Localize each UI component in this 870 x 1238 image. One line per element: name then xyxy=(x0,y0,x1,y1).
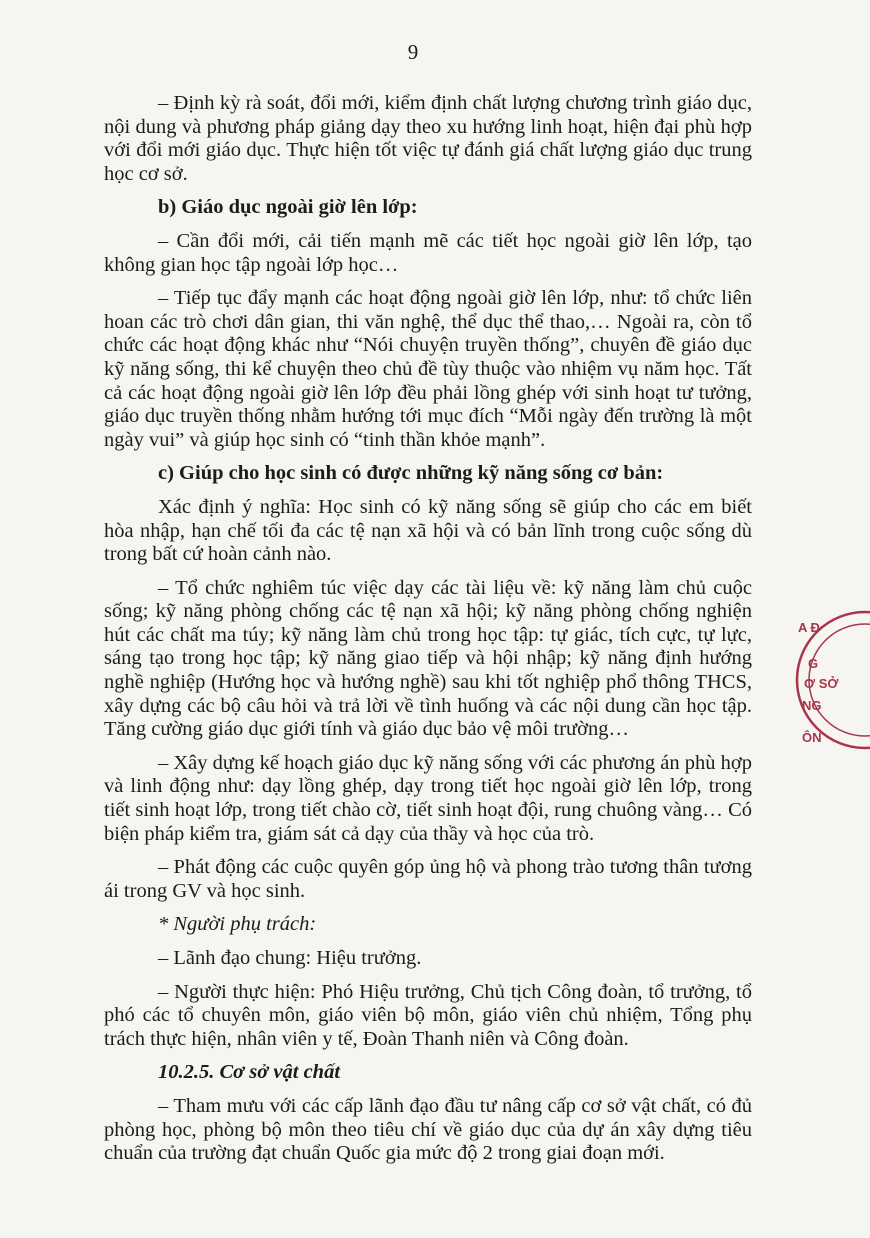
seal-text: Ơ SỞ xyxy=(804,676,839,691)
heading-life-skills: c) Giúp cho học sinh có được những kỹ năng sống cơ bản: xyxy=(158,462,664,485)
paragraph-charity-campaign: – Phát động các cuộc quyên góp ủng hộ và phong trào tương thân tương ái trong GV và học sinh. xyxy=(104,856,752,902)
document-body xyxy=(104,92,752,1166)
heading-extracurricular: b) Giáo dục ngoài giờ lên lớp: xyxy=(158,196,418,219)
red-seal-stamp xyxy=(790,600,870,760)
paragraph-extracurricular-activities: – Tiếp tục đẩy mạnh các hoạt động ngoài giờ lên lớp, như: tổ chức liên hoan các trò chơi dân gian, thi văn nghệ, thể dục thể thao,… Ngoài ra, còn tổ chức các hoạt động khác như “Nói chuyện truyền thống”, chuyên đề giáo dục kỹ năng sống, thi kể chuyện theo chủ đề tùy thuộc vào nhiệm vụ năm học. Tất cả các hoạt động ngoài giờ lên lớp đều phải lồng ghép với sinh hoạt tư tưởng, giáo dục truyền thống nhằm hướng tới mục đích “Mỗi ngày đến trường là một ngày vui” và giúp học sinh có “tinh thần khỏe mạnh”. xyxy=(104,287,752,451)
label-person-in-charge: * Người phụ trách: xyxy=(158,913,317,936)
seal-text: ÔN xyxy=(802,730,822,745)
seal-text: A Đ xyxy=(798,620,820,635)
paragraph-implementers: – Người thực hiện: Phó Hiệu trưởng, Chủ tịch Công đoàn, tổ trưởng, tổ phó các tổ chuyên môn, giáo viên bộ môn, giáo viên chủ nhiệm, Tổng phụ trách thực hiện, nhân viên y tế, Đoàn Thanh niên và Công đoàn. xyxy=(104,980,752,1050)
seal-text: NG xyxy=(802,698,822,713)
paragraph-general-leadership: – Lãnh đạo chung: Hiệu trưởng. xyxy=(158,947,422,969)
paragraph-life-skills-teaching: – Tổ chức nghiêm túc việc dạy các tài liệu về: kỹ năng làm chủ cuộc sống; kỹ năng phòng chống các tệ nạn xã hội; kỹ năng phòng chống nghiện hút các chất ma túy; kỹ năng làm chủ trong học tập: tự giác, tích cực, tự lực, sáng tạo trong học tập; kỹ năng giao tiếp và hội nhập; kỹ năng định hướng nghề nghiệp (Hướng học và hướng nghề) sau khi tốt nghiệp phổ thông THCS, xây dựng các bộ câu hỏi và trả lời về tình huống và các nội dung cần học tập. Tăng cường giáo dục giới tính và giáo dục bảo vệ môi trường… xyxy=(104,576,752,741)
paragraph-review-curriculum: – Định kỳ rà soát, đổi mới, kiểm định chất lượng chương trình giáo dục, nội dung và phương pháp giảng dạy theo xu hướng linh hoạt, hiện đại phù hợp với đổi mới giáo dục. Thực hiện tốt việc tự đánh giá chất lượng giáo dục trung học cơ sở. xyxy=(104,92,752,185)
paragraph-facilities-investment: – Tham mưu với các cấp lãnh đạo đầu tư nâng cấp cơ sở vật chất, có đủ phòng học, phòng bộ môn theo tiêu chí về giáo dục của dự án xây dựng tiêu chuẩn của trường đạt chuẩn Quốc gia mức độ 2 trong giai đoạn mới. xyxy=(104,1094,752,1165)
seal-text: G xyxy=(808,656,819,671)
heading-facilities: 10.2.5. Cơ sở vật chất xyxy=(158,1061,341,1084)
paragraph-life-skills-meaning: Xác định ý nghĩa: Học sinh có kỹ năng sống sẽ giúp cho các em biết hòa nhập, hạn chế tối đa các tệ nạn xã hội và có bản lĩnh trong cuộc sống dù trong bất cứ hoàn cảnh nào. xyxy=(104,495,752,566)
paragraph-innovate-extracurricular: – Cần đổi mới, cải tiến mạnh mẽ các tiết học ngoài giờ lên lớp, tạo không gian học tập ngoài lớp học… xyxy=(104,229,752,276)
paragraph-life-skills-plan: – Xây dựng kế hoạch giáo dục kỹ năng sống với các phương án phù hợp và linh động như: dạy lồng ghép, dạy trong tiết học ngoài giờ lên lớp, trong tiết sinh hoạt lớp, trong tiết chào cờ, tiết sinh hoạt đội, rung chuông vàng… Có biện pháp kiểm tra, giám sát cả dạy của thầy và học của trò. xyxy=(104,751,752,845)
page-number: 9 xyxy=(407,40,419,64)
